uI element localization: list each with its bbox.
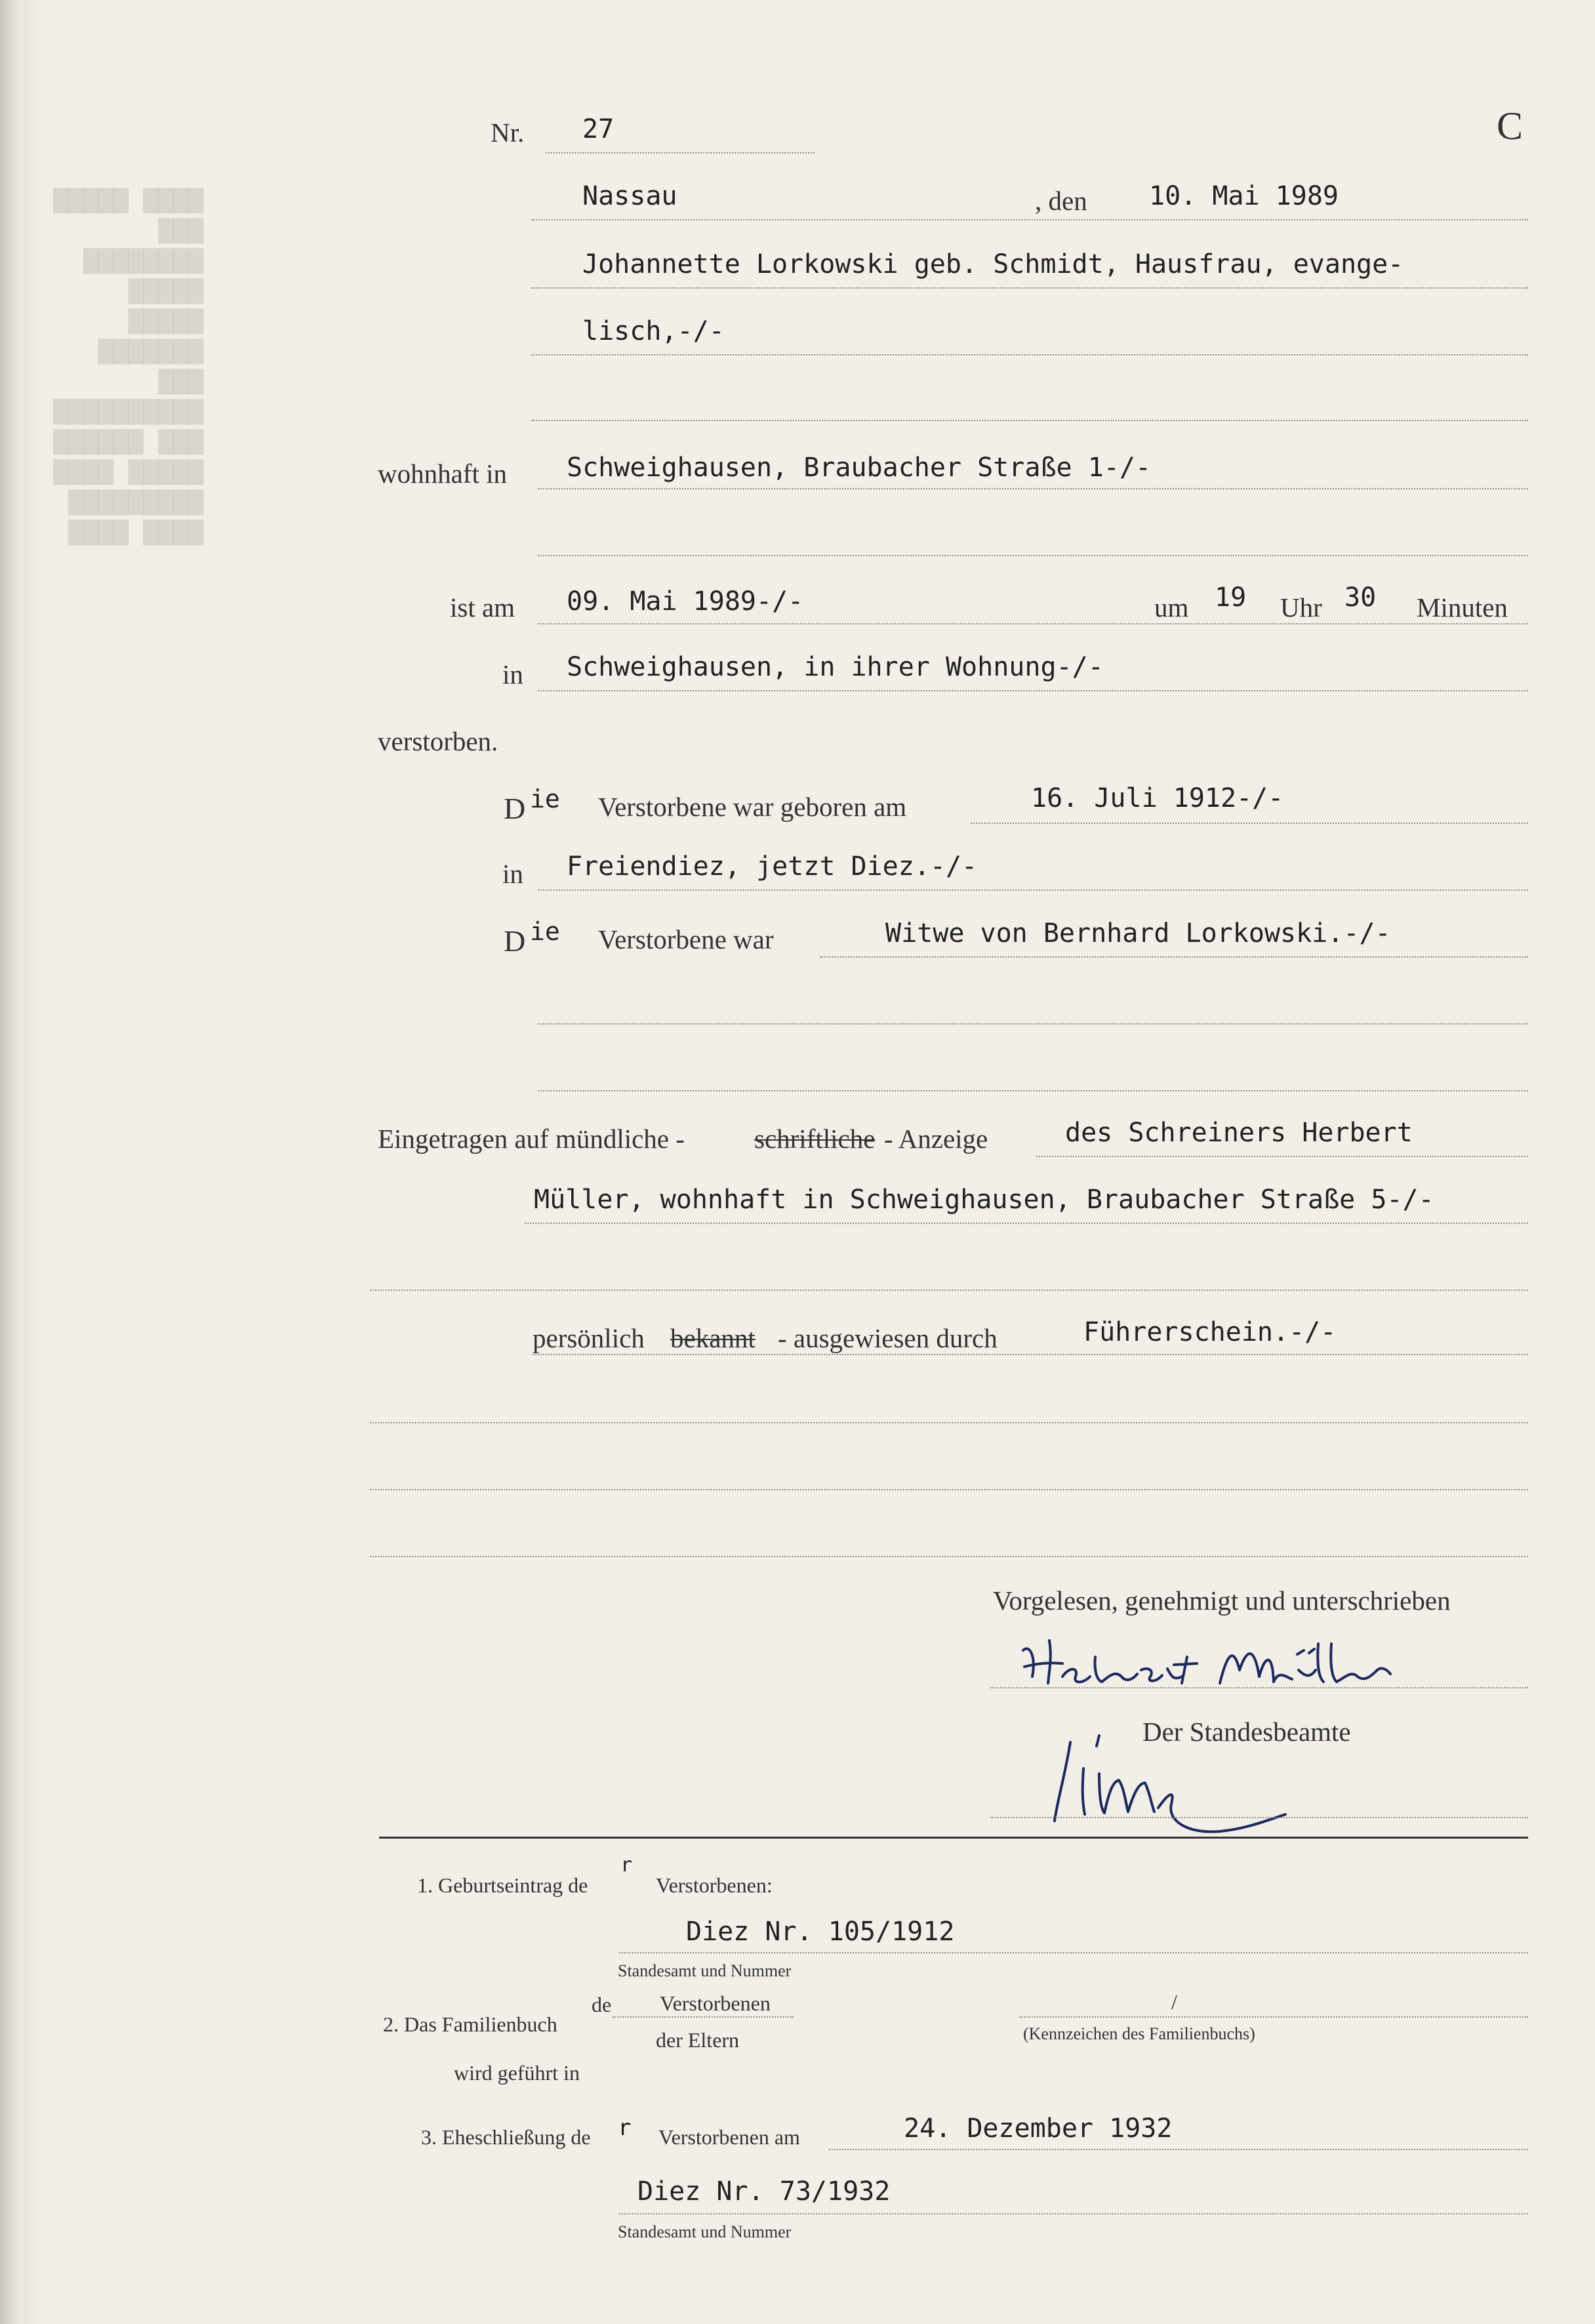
label-verstorben: verstorben. [378,726,498,756]
note3-label-end: Verstorbenen am [658,2125,800,2149]
note1-birth-entry: Diez Nr. 105/1912 [686,1917,955,1947]
note2-label-b: wird geführt in [454,2061,580,2085]
rule-status [820,956,1528,958]
label-vorgelesen: Vorgelesen, genehmigt und unterschrieben [993,1585,1451,1616]
note2-slash: / [1171,1990,1177,2014]
caption-standesamt-1: Standesamt und Nummer [618,1961,792,1980]
page-edge [0,0,22,2324]
note3-marriage-date: 24. Dezember 1932 [904,2113,1173,2144]
rule-status-2 [538,1023,1528,1025]
rule-informant-1 [1036,1156,1528,1157]
label-persoenlich: persönlich [533,1323,645,1353]
binding-shadow [22,0,42,2324]
rule-note1 [619,1952,1528,1953]
registry-place: Nassau [582,181,677,211]
rule-informant-3 [370,1290,1528,1291]
gender-ending-1: ie [530,785,560,813]
note3-label: 3. Eheschließung de [421,2125,591,2149]
label-schriftliche-struck: schriftliche [754,1124,876,1154]
informant-signature [1010,1631,1430,1703]
bleed-through-texture: ▇▇▇▇ ▇▇▇▇▇ ▇▇▇ ▇▇▇▇▇▇▇▇ ▇▇▇▇▇ ▇▇▇▇▇ ▇▇▇▇▇▇▇ ▇▇▇ ▇▇▇▇▇▇▇▇▇▇ ▇▇▇ ▇▇▇▇▇▇ ▇▇▇▇▇ ▇▇▇▇ ▇▇▇▇▇▇▇▇▇ ▇▇▇▇ ▇▇▇▇ [53,184,203,545]
deceased-line-2: lisch,-/- [582,316,725,346]
label-wohnhaft: wohnhaft in [378,459,507,489]
note1-gender-ending: r [620,1854,633,1877]
informant-line-2: Müller, wohnhaft in Schweighausen, Braubacher Straße 5-/- [534,1185,1434,1215]
deceased-line-1: Johannette Lorkowski geb. Schmidt, Hausfrau, evange- [582,249,1404,279]
rule-death-place [538,690,1528,691]
form-letter: C [1497,104,1524,148]
rule-person-1 [531,287,1528,289]
label-in-2: in [502,859,523,889]
rule-status-3 [538,1090,1528,1091]
note1-label: 1. Geburtseintrag de [417,1873,588,1897]
section-divider [379,1837,1528,1839]
label-d-2: D [504,924,526,958]
rule-place-date [531,219,1528,220]
label-standesbeamte: Der Standesbeamte [1142,1717,1351,1747]
label-um: um [1154,592,1189,622]
note1-label-end: Verstorbenen: [656,1873,773,1897]
registrar-signature [1036,1723,1312,1841]
label-anzeige: - Anzeige [884,1124,988,1154]
label-uhr: Uhr [1280,592,1322,622]
death-date: 09. Mai 1989-/- [567,586,804,617]
label-bekannt-struck: bekannt [670,1323,756,1353]
label-den: , den [1035,186,1087,216]
rule-note3 [619,2213,1528,2214]
label-war: Verstorbene war [598,924,774,954]
rule-residence-2 [538,555,1528,556]
label-born: Verstorbene war geboren am [598,792,907,822]
rule-signature-registrar [990,1817,1528,1818]
rule-birth-place [538,889,1528,891]
death-place: Schweighausen, in ihrer Wohnung-/- [567,652,1104,682]
label-in: in [502,659,523,689]
rule-nr [546,152,815,153]
rule-informant-2 [525,1223,1528,1224]
death-minute: 30 [1344,582,1377,613]
rule-birth-date [971,823,1528,824]
rule-id-4 [370,1556,1528,1557]
birth-place: Freiendiez, jetzt Diez.-/- [567,851,978,882]
rule-person-2 [531,354,1528,356]
residence-value: Schweighausen, Braubacher Straße 1-/- [567,453,1152,483]
label-d-1: D [504,792,526,825]
rule-signature-informant [990,1687,1528,1688]
note3-gender-ending: r [618,2115,632,2141]
caption-standesamt-2: Standesamt und Nummer [618,2222,792,2241]
rule-id [533,1354,1528,1355]
informant-line-1: des Schreiners Herbert [1065,1118,1413,1148]
gender-ending-2: ie [530,917,560,946]
rule-id-2 [370,1422,1528,1423]
birth-date: 16. Juli 1912-/- [1031,783,1284,813]
label-ist-am: ist am [450,592,515,622]
rule-death-date [538,623,1528,624]
caption-kennzeichen: (Kennzeichen des Familienbuchs) [1023,2024,1255,2043]
note2-eltern: der Eltern [656,2028,740,2052]
note2-de: de [592,1993,612,2016]
id-document: Führerschein.-/- [1083,1317,1337,1347]
death-hour: 19 [1215,582,1247,613]
rule-note3-date [829,2149,1528,2150]
label-nr: Nr. [491,117,525,148]
rule-note2-book [613,2016,794,2018]
label-minuten: Minuten [1417,592,1508,622]
rule-residence [538,488,1528,489]
note3-marriage-entry: Diez Nr. 73/1932 [637,2176,891,2207]
label-ausgewiesen: - ausgewiesen durch [778,1323,998,1353]
rule-note2-kennzeichen [1019,2016,1528,2018]
marital-status: Witwe von Bernhard Lorkowski.-/- [885,918,1391,948]
rule-id-3 [370,1489,1528,1490]
note2-verstorbenen: Verstorbenen [660,1991,771,2015]
registry-date: 10. Mai 1989 [1149,181,1339,211]
record-number: 27 [582,114,615,144]
label-eingetragen: Eingetragen auf mündliche - [378,1124,685,1154]
note2-label-a: 2. Das Familienbuch [383,2012,557,2036]
rule-person-3 [531,420,1528,421]
